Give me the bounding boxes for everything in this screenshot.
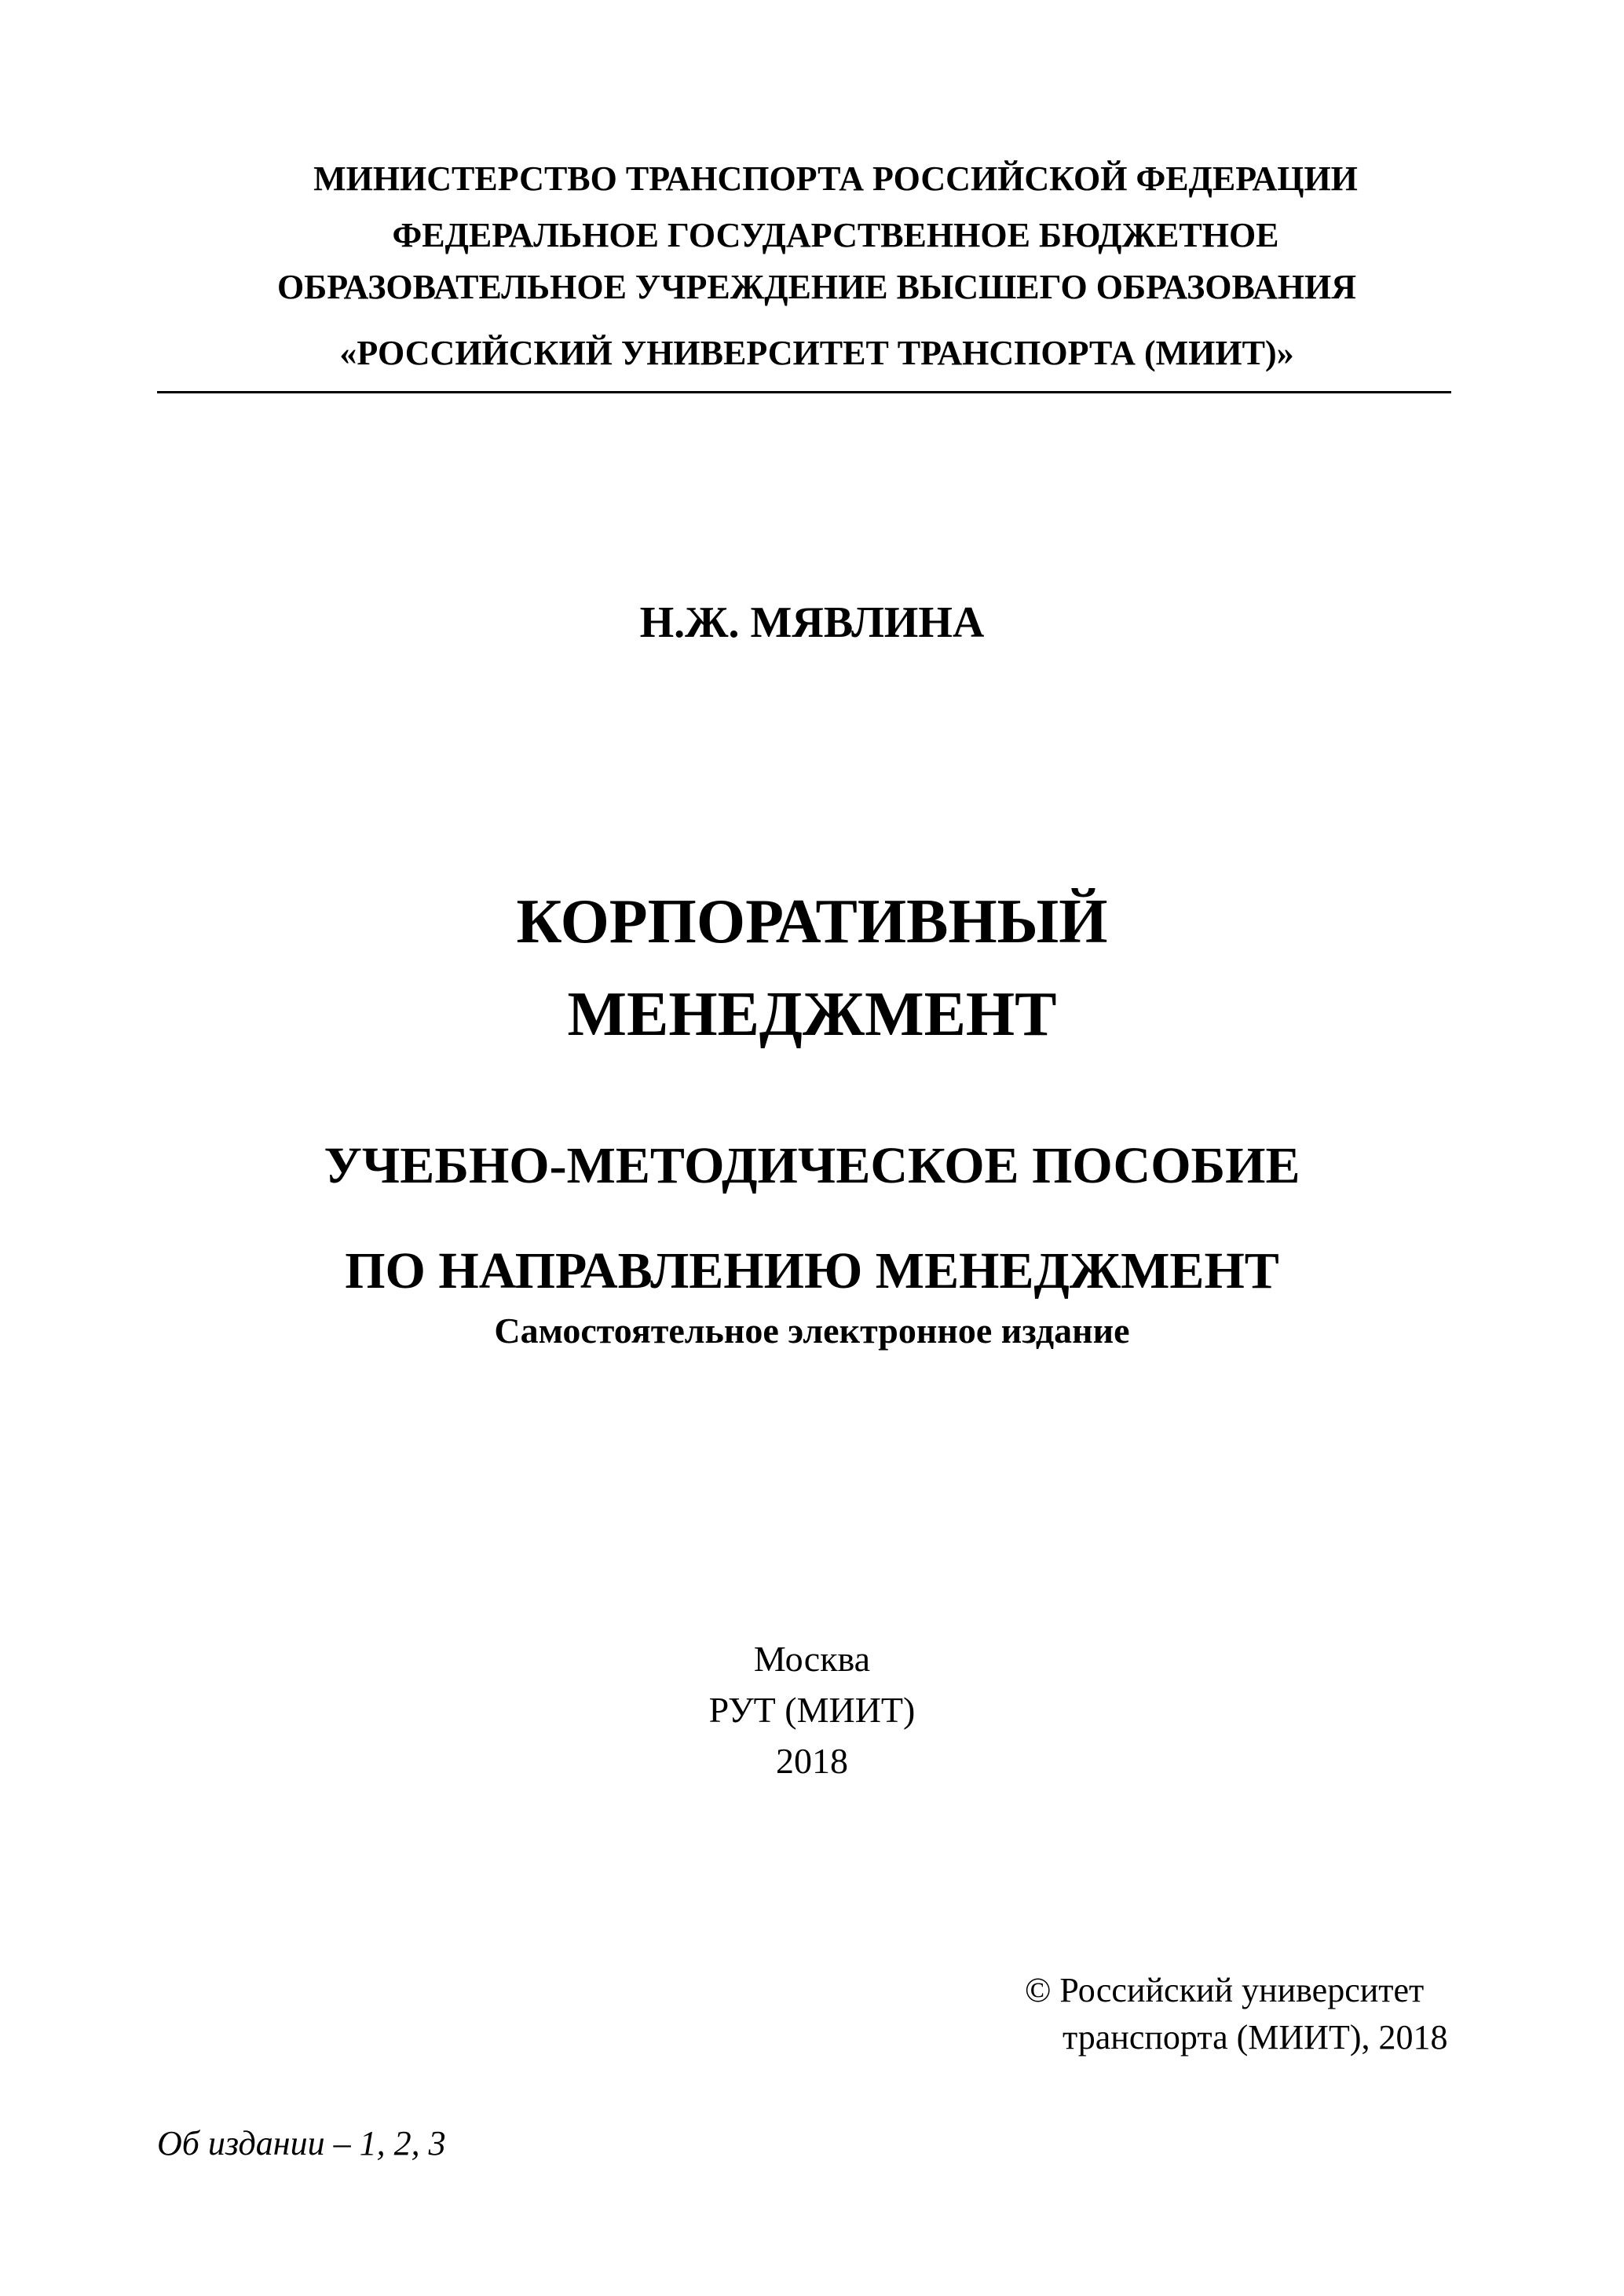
book-subtitle-line-2: ПО НАПРАВЛЕНИЮ МЕНЕДЖМЕНТ (345, 1242, 1279, 1300)
header-divider (157, 391, 1451, 393)
university-name-line: «РОССИЙСКИЙ УНИВЕРСИТЕТ ТРАНСПОРТА (МИИТ)» (339, 334, 1294, 372)
imprint-year: 2018 (776, 1741, 848, 1781)
ministry-line: МИНИСТЕРСТВО ТРАНСПОРТА РОССИЙСКОЙ ФЕДЕРАЦИИ (313, 159, 1358, 198)
book-subtitle-line-1: УЧЕБНО-МЕТОДИЧЕСКОЕ ПОСОБИЕ (324, 1137, 1300, 1194)
federal-budget-line: ФЕДЕРАЛЬНОЕ ГОСУДАРСТВЕННОЕ БЮДЖЕТНОЕ (392, 216, 1279, 254)
book-title-line-1: КОРПОРАТИВНЫЙ (516, 887, 1108, 956)
edition-type: Самостоятельное электронное издание (494, 1311, 1130, 1351)
book-subtitle (0, 1113, 1624, 1324)
copyright-notice (1025, 1967, 1575, 2061)
copyright-line-1: © Российский университет (1025, 1971, 1425, 2009)
imprint-city: Москва (753, 1639, 871, 1679)
book-title (0, 876, 1624, 1061)
education-institution-line: ОБРАЗОВАТЕЛЬНОЕ УЧРЕЖДЕНИЕ ВЫСШЕГО ОБРАЗОВАНИЯ (276, 268, 1357, 306)
copyright-line-2: транспорта (МИИТ), 2018 (1063, 2018, 1448, 2057)
imprint-publisher: РУТ (МИИТ) (708, 1690, 916, 1730)
author-name: Н.Ж. МЯВЛИНА (639, 598, 985, 647)
book-title-line-2: МЕНЕДЖМЕНТ (567, 980, 1057, 1049)
about-edition-link[interactable]: Об издании – 1, 2, 3 (157, 2124, 446, 2163)
imprint (0, 1633, 1624, 1786)
